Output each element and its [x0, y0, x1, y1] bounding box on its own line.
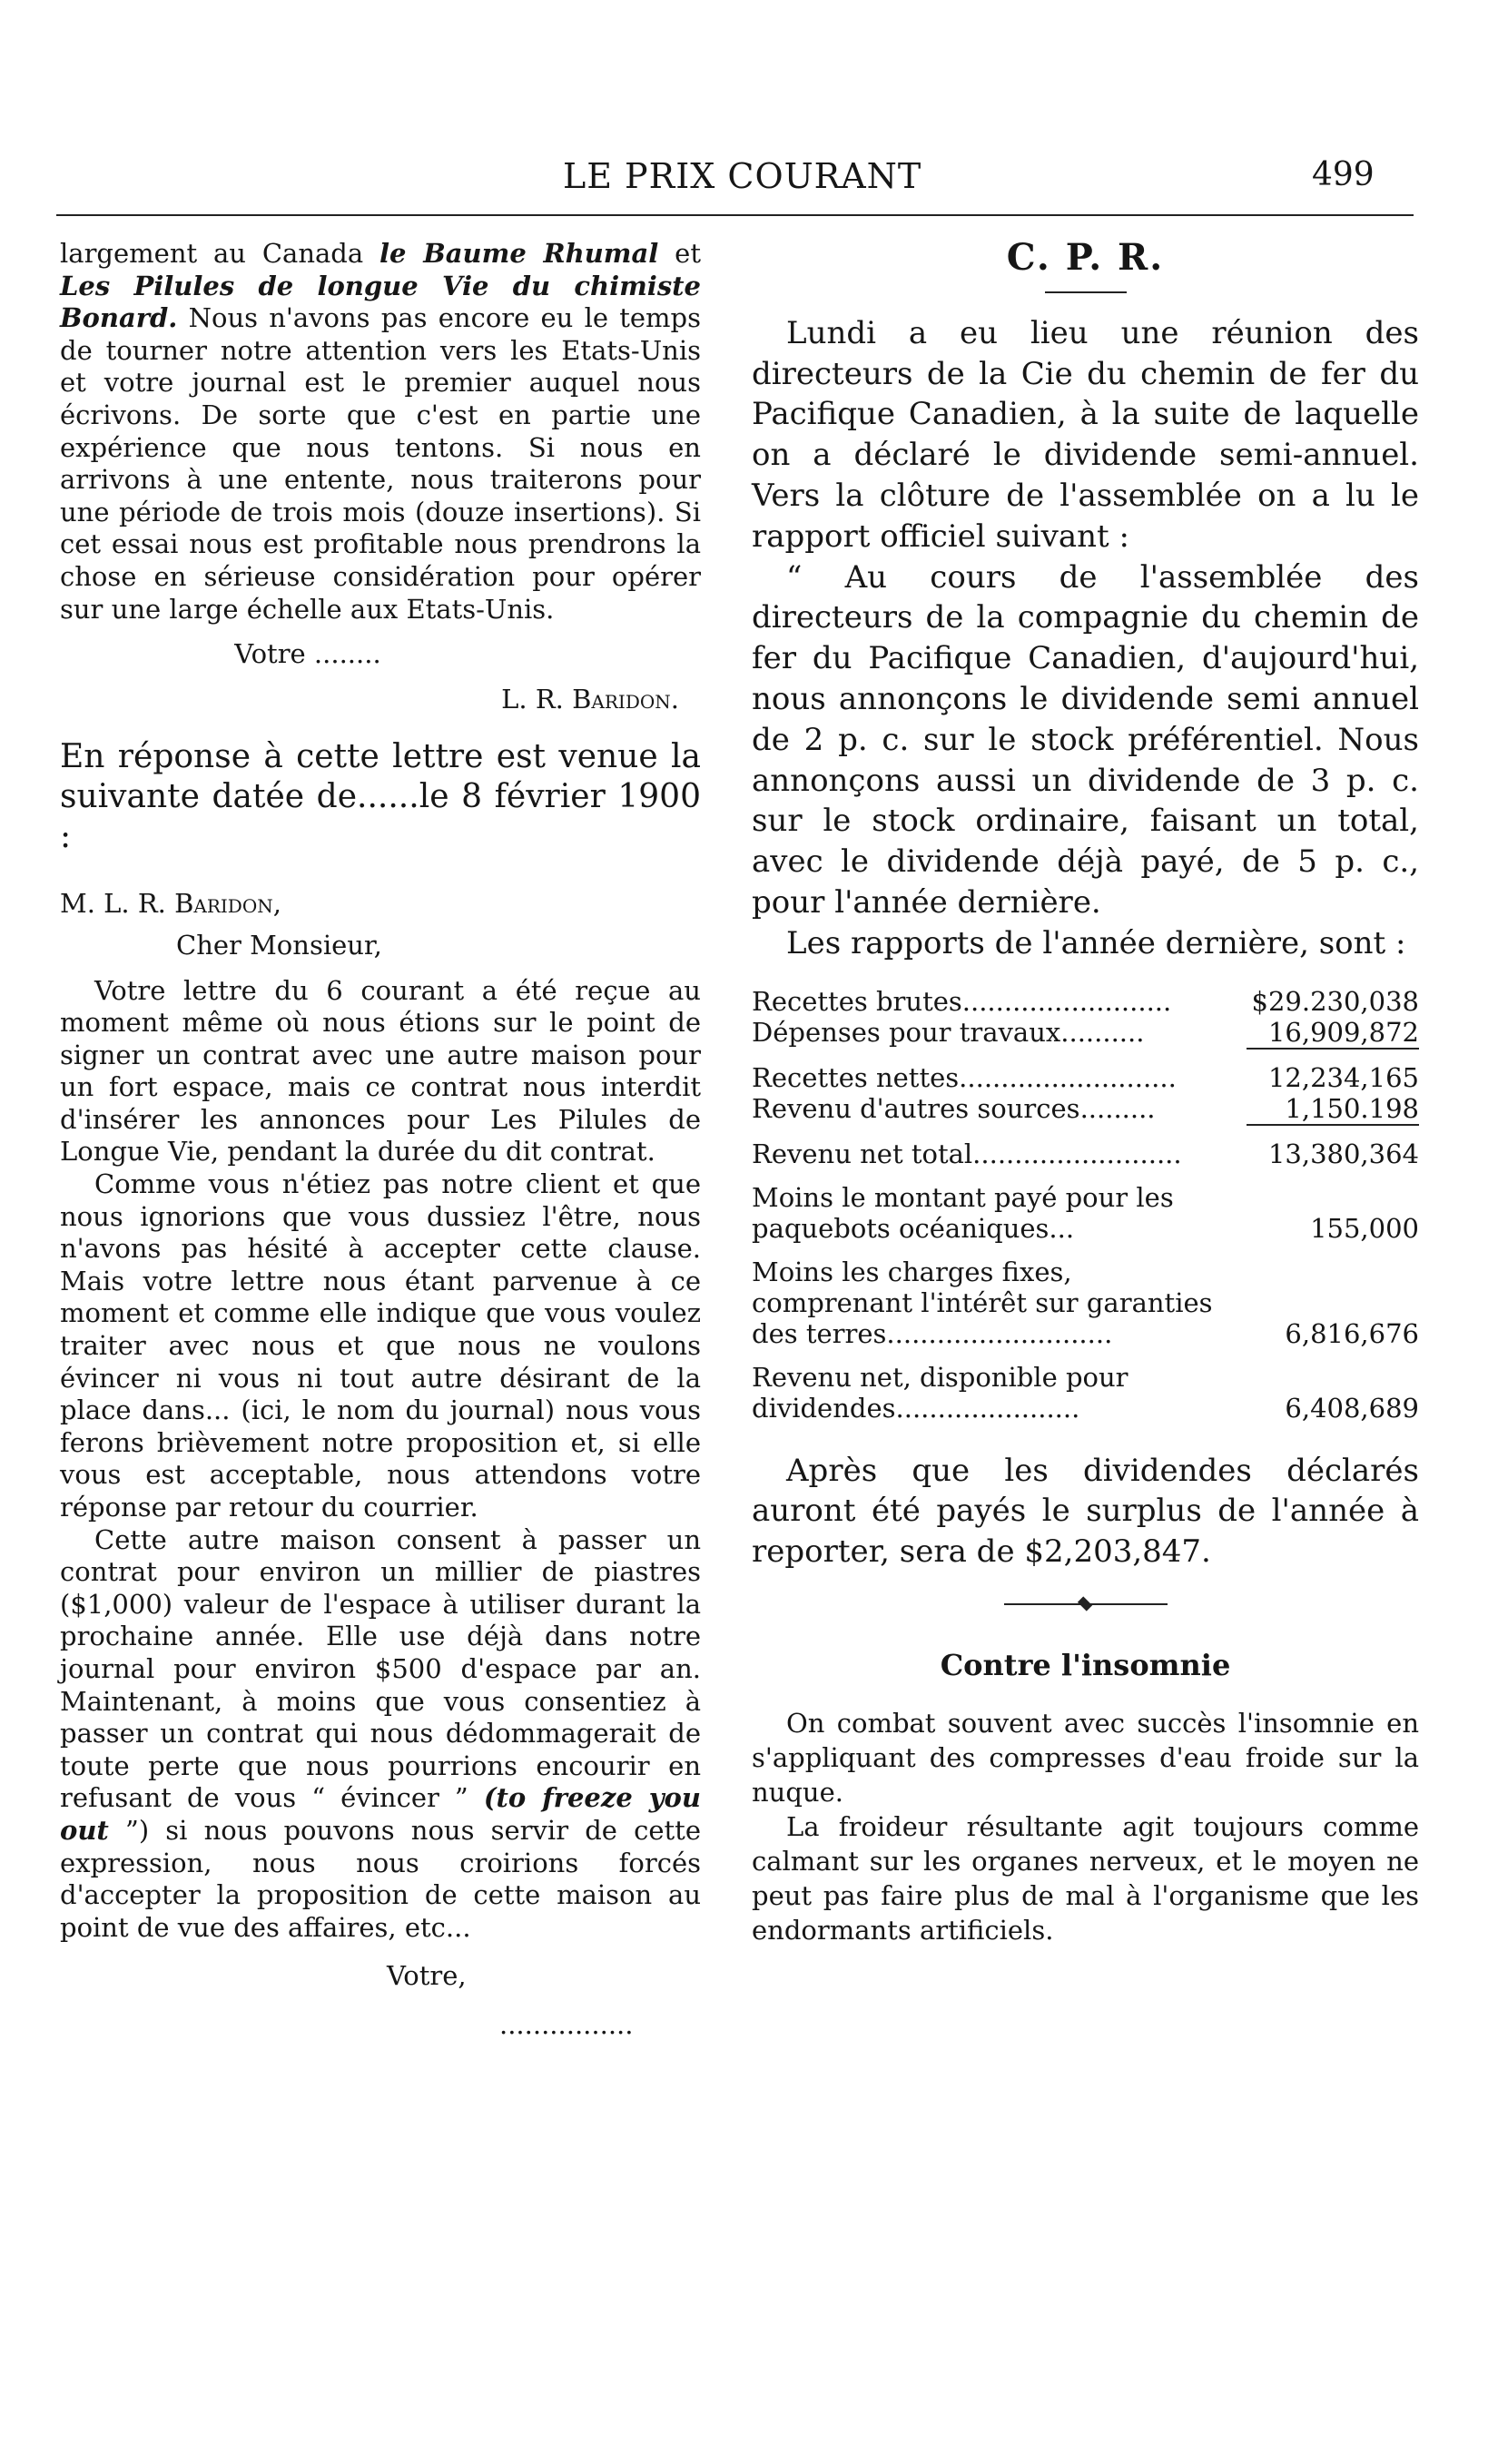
letter-paragraph [60, 238, 701, 626]
row-value: 16,909,872 [1267, 1016, 1419, 1048]
table-row [752, 1362, 1419, 1424]
page-number: 499 [1312, 156, 1375, 193]
row-value: 1,150.198 [1285, 1092, 1419, 1124]
heading-dash [1045, 291, 1127, 293]
text-run: Nous n'avons pas encore eu le temps de tourner notre attention vers les Etats-Unis et votre journal est le premier auquel nous écrivons. De sorte que c'est en partie une expérience que nous tentons. Si nous en arrivons à une entente, nous traiterons pour une période de trois mois (douze insertions). Si cet essai nous est profitable nous prendrons la chose en sérieuse considération pour opérer sur une large échelle aux Etats-Unis. [60, 302, 701, 625]
section-heading: Contre l'insomnie [940, 1647, 1231, 1682]
english-phrase: (to freeze you out [60, 1782, 701, 1846]
row-label: Dépenses pour travaux.......... [752, 1016, 1145, 1048]
salutation: Cher Monsieur, [176, 929, 382, 961]
table-row [752, 986, 1419, 1017]
letter-closing: Votre ........ [234, 638, 381, 670]
text-run: largement au Canada [60, 238, 380, 269]
letter-signature: L. R. Baridon. [501, 683, 679, 715]
table-row [752, 1093, 1419, 1125]
right-column [752, 238, 1419, 1947]
article-heading: C. P. R. [1006, 236, 1165, 279]
table-separator [752, 1125, 1419, 1138]
article-paragraph: Après que les dividendes déclarés auront été payés le surplus de l'année à reporter, sera de $2,203,847. [752, 1452, 1419, 1571]
reply-paragraph: Comme vous n'étiez pas notre client et que nous ignorions que vous dussiez l'être, nous n'avons pas hésité à accepter cette clause. Mais votre lettre nous étant parvenue à ce moment et comme elle indique que vous voulez traiter avec nous et que nous ne voulons évincer ni vous ni tout autre désirant de la place dans... (ici, le nom du journal) nous vous ferons brièvement notre proposition et, si elle vous est acceptable, nous attendons votre réponse par retour du courrier. [60, 1168, 701, 1523]
article-paragraph: “ Au cours de l'assemblée des directeurs de la compagnie du chemin de fer du Pacifique Canadien, d'aujourd'hui, nous annonçons le dividende semi annuel de 2 p. c. sur le stock préférentiel. Nous annonçons aussi un dividende de 3 p. c. sur le stock ordinaire, faisant un total, avec le dividende déjà payé, de 5 p. c., pour l'année dernière. [752, 558, 1419, 921]
row-value: $29.230,038 [1251, 985, 1419, 1017]
section-ornament [1004, 1600, 1168, 1609]
row-value: 12,234,165 [1267, 1061, 1419, 1093]
product-name: le Baume Rhumal [379, 238, 659, 269]
article-paragraph: La froideur résultante agit toujours comme calmant sur les organes nerveux, et le moyen ne peut pas faire plus de mal à l'organisme que les endormants artificiels. [752, 1810, 1419, 1946]
page-header [0, 156, 1498, 211]
reply-closing: Votre, [387, 1960, 467, 1992]
table-separator [752, 1049, 1419, 1062]
article-paragraph: Lundi a eu lieu une réunion des directeurs de la Cie du chemin de fer du Pacifique Canadien, à la suite de laquelle on a déclaré le dividende semi-annuel. Vers la clôture de l'assemblée on a lu le rapport officiel suivant : [752, 314, 1419, 555]
table-row [752, 1182, 1419, 1244]
row-label: Revenu d'autres sources......... [752, 1092, 1156, 1124]
table-row [752, 1138, 1419, 1169]
row-label: Recettes nettes.......................... [752, 1061, 1177, 1093]
row-value: 6,816,676 [1285, 1317, 1419, 1349]
table-spacer [752, 1244, 1419, 1257]
row-value: 13,380,364 [1267, 1138, 1419, 1169]
article-paragraph: On combat souvent avec succès l'insomnie en s'appliquant des compresses d'eau froide sur la nuque. [752, 1707, 1419, 1808]
row-label: Revenu net, disponible pour dividendes...................... [752, 1361, 1128, 1424]
signature-dots: ................ [499, 2008, 634, 2040]
table-row [752, 1062, 1419, 1093]
addressee: M. L. R. Baridon, [60, 888, 281, 920]
row-value: 155,000 [1310, 1212, 1419, 1244]
text-run: ”) si nous pouvons nous servir de cette expression, nous nous croirions forcés d'accepter la proposition de cette maison au point de vue des affaires, etc... [60, 1814, 701, 1943]
reply-paragraph: Votre lettre du 6 courant a été reçue au moment même où nous étions sur le point de signer un contrat avec une autre maison pour un fort espace, mais ce contrat nous interdit d'insérer les annonces pour Les Pilules de Longue Vie, pendant la durée du dit contrat. [60, 974, 701, 1168]
table-row [752, 1017, 1419, 1049]
ornament-diamond [1077, 1596, 1091, 1611]
header-rule [56, 214, 1414, 216]
row-label: Moins les charges fixes, comprenant l'intérêt sur garanties des terres........................... [752, 1256, 1213, 1349]
row-label: Revenu net total......................... [752, 1138, 1182, 1169]
product-name: Les Pilules de longue Vie du chimiste Bonard. [60, 270, 701, 334]
table-spacer [752, 1349, 1419, 1362]
row-label: Recettes brutes......................... [752, 985, 1172, 1017]
left-column [60, 238, 701, 2042]
running-title: LE PRIX COURANT [563, 156, 922, 196]
financial-table [752, 986, 1419, 1424]
table-spacer [752, 1169, 1419, 1182]
table-row [752, 1257, 1419, 1349]
reply-intro: En réponse à cette lettre est venue la suivante datée de......le 8 février 1900 : [60, 738, 701, 856]
row-value: 6,408,689 [1285, 1392, 1419, 1424]
reply-paragraph [60, 1524, 701, 1945]
text-run: et [658, 238, 701, 269]
text-run: Cette autre maison consent à passer un contrat pour environ un millier de piastres ($1,000) valeur de l'espace à utiliser durant la prochaine année. Elle use déjà dans notre journal pour environ $500 d'espace par an. Maintenant, à moins que vous consentiez à passer un contrat qui nous dédommagerait de toute perte que nous pourrions encourir en refusant de vous “ évincer ” [60, 1523, 701, 1814]
row-label: Moins le montant payé pour les paquebots océaniques... [752, 1181, 1174, 1244]
article-paragraph: Les rapports de l'année dernière, sont : [786, 924, 1406, 961]
